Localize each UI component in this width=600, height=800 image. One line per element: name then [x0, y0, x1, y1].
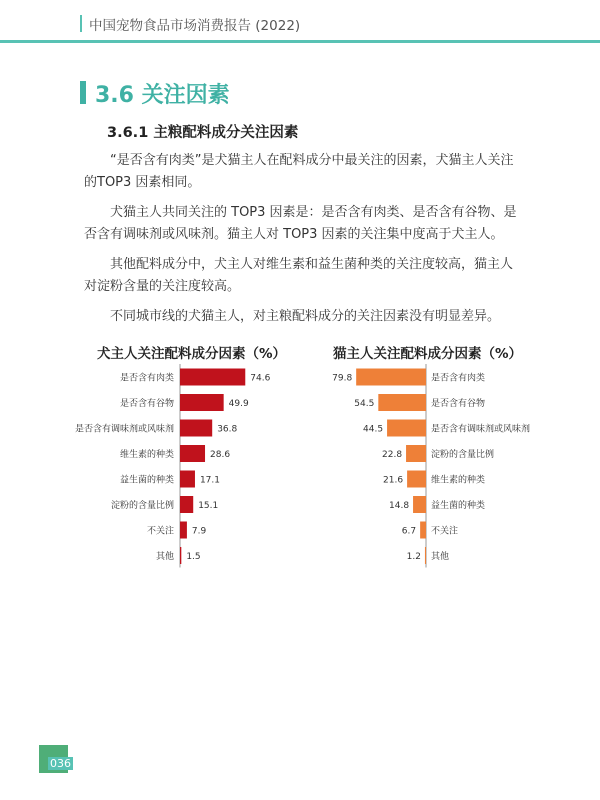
report-title: 中国宠物食品市场消费报告 (2022) — [89, 18, 301, 34]
bar-2 — [180, 394, 224, 411]
bar-4 — [406, 445, 426, 462]
value-label: 36.8 — [217, 424, 238, 435]
category-label: 其他 — [431, 552, 450, 562]
cat-chart-title: 猫主人关注配料成分因素（%） — [333, 346, 523, 362]
bar-8 — [425, 547, 426, 564]
paragraph-text: 犬猫主人共同关注的 TOP3 因素是：是否含有肉类、是否含有谷物、是否含有调味剂或风味剂。猫主人对 TOP3 因素的关注集中度高于犬主人。 — [84, 205, 517, 242]
paragraph-text: 不同城市线的犬猫主人，对主粮配料成分的关注因素没有明显差异。 — [110, 309, 501, 324]
page-number: 036 — [50, 757, 71, 770]
paragraph-3 — [84, 254, 524, 298]
bar-3 — [387, 420, 426, 437]
page-header — [0, 0, 600, 46]
category-label: 其他 — [155, 552, 174, 562]
value-label: 1.2 — [406, 552, 421, 562]
bar-6 — [413, 496, 426, 513]
category-label: 是否含有调味剂或风味剂 — [74, 424, 174, 435]
header-accent-bar — [80, 15, 82, 32]
paragraph-text: “是否含有肉类”是犬猫主人在配料成分中最关注的因素，犬猫主人关注的TOP3 因素相同。 — [84, 153, 514, 190]
bar-3 — [180, 420, 212, 437]
bar-2 — [378, 394, 426, 411]
value-label: 28.6 — [210, 450, 231, 460]
value-label: 21.6 — [383, 475, 404, 486]
category-label: 是否含有肉类 — [431, 373, 486, 384]
bar-6 — [180, 496, 193, 513]
value-label: 17.1 — [199, 475, 221, 486]
bar-5 — [407, 471, 426, 488]
value-label: 1.5 — [186, 552, 201, 562]
category-label: 是否含有谷物 — [119, 399, 174, 409]
bar-7 — [180, 522, 187, 539]
paragraph-text: 其他配料成分中，犬主人对维生素和益生菌种类的关注度较高，猫主人对淀粉含量的关注度较高。 — [84, 257, 514, 294]
category-label: 淀粉的含量比例 — [110, 501, 174, 511]
header-divider — [0, 40, 600, 43]
value-label: 44.5 — [363, 424, 384, 435]
section-accent-bar — [80, 81, 86, 104]
category-label: 不关注 — [146, 526, 174, 537]
value-label: 22.8 — [382, 450, 403, 460]
paragraph-1 — [84, 150, 524, 194]
value-label: 15.1 — [198, 501, 219, 511]
category-label: 益生菌的种类 — [119, 475, 174, 486]
value-label: 6.7 — [401, 526, 417, 537]
bar-1 — [180, 369, 245, 386]
category-label: 不关注 — [431, 526, 459, 537]
category-label: 是否含有肉类 — [119, 373, 174, 384]
cat-ingredient-bar-chart — [320, 362, 600, 572]
bar-4 — [180, 445, 205, 462]
value-label: 49.9 — [228, 399, 249, 409]
category-label: 维生素的种类 — [431, 475, 486, 486]
category-label: 淀粉的含量比例 — [431, 450, 495, 460]
bar-5 — [180, 471, 195, 488]
paragraph-4 — [84, 306, 524, 328]
dog-chart-title: 犬主人关注配料成分因素（%） — [97, 346, 287, 362]
dog-ingredient-bar-chart — [0, 362, 280, 572]
category-label: 是否含有谷物 — [431, 399, 486, 409]
category-label: 益生菌的种类 — [431, 501, 486, 511]
bar-1 — [356, 369, 426, 386]
value-label: 79.8 — [332, 373, 353, 384]
section-title: 3.6 关注因素 — [95, 83, 230, 108]
paragraph-2 — [84, 202, 524, 246]
subsection-title: 3.6.1 主粮配料成分关注因素 — [107, 125, 299, 141]
value-label: 54.5 — [354, 399, 375, 409]
value-label: 7.9 — [191, 526, 207, 537]
value-label: 14.8 — [389, 501, 410, 511]
value-label: 74.6 — [250, 373, 271, 384]
bar-8 — [180, 547, 181, 564]
bar-7 — [420, 522, 426, 539]
category-label: 是否含有调味剂或风味剂 — [431, 424, 531, 435]
category-label: 维生素的种类 — [119, 450, 174, 460]
